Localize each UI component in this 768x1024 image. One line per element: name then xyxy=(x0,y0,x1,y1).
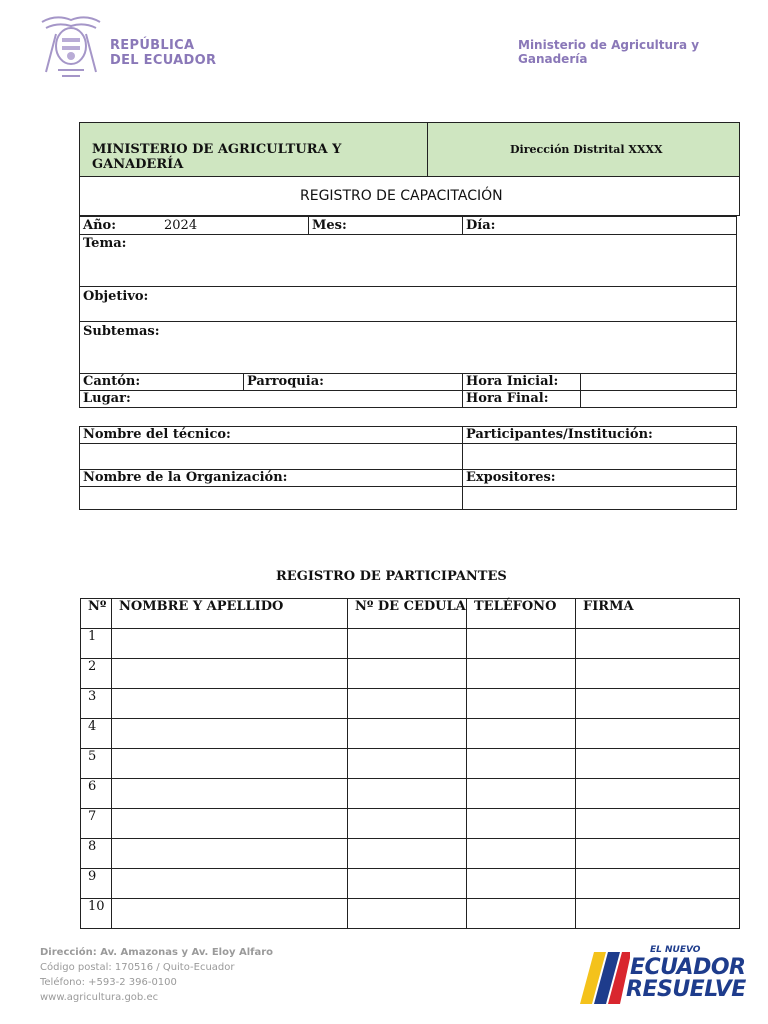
col-number-header: Nº xyxy=(88,599,107,614)
organization-label: Nombre de la Organización: xyxy=(83,470,288,485)
row-number: 10 xyxy=(88,899,105,914)
footer-phone: Teléfono: +593-2 396-0100 xyxy=(40,977,177,988)
table-row-cell xyxy=(347,718,467,749)
table-row-cell xyxy=(347,808,467,839)
table-row-cell xyxy=(111,658,348,689)
form-title: REGISTRO DE CAPACITACIÓN xyxy=(300,188,503,204)
slogan-mid: ECUADOR xyxy=(630,955,746,980)
participants-institution-label: Participantes/Institución: xyxy=(466,427,653,442)
ministry-brand: Ministerio de Agricultura y Ganadería xyxy=(518,38,700,66)
table-row-cell xyxy=(347,748,467,779)
row-number: 6 xyxy=(88,779,97,794)
canton-cell xyxy=(79,373,244,391)
technician-label: Nombre del técnico: xyxy=(83,427,231,442)
table-header-cell xyxy=(466,598,576,629)
table-row-cell xyxy=(575,748,740,779)
table-row-cell xyxy=(347,868,467,899)
table-row-cell xyxy=(466,778,576,809)
table-row-cell xyxy=(111,688,348,719)
table-row-cell xyxy=(575,868,740,899)
participants-title: REGISTRO DE PARTICIPANTES xyxy=(276,569,507,584)
subtopics-cell xyxy=(79,321,737,374)
year-cell xyxy=(79,216,309,235)
republic-logo-line1: REPÚBLICA xyxy=(110,38,195,53)
parish-cell xyxy=(243,373,463,391)
ministry-name: MINISTERIO DE AGRICULTURA Y GANADERÍA xyxy=(92,142,342,172)
table-row-cell xyxy=(111,748,348,779)
slogan-bottom: RESUELVE xyxy=(626,977,746,1002)
table-row-number-cell xyxy=(80,778,112,809)
row-number: 2 xyxy=(88,659,97,674)
table-row-cell xyxy=(347,658,467,689)
parish-label: Parroquia: xyxy=(247,374,324,389)
canton-label: Cantón: xyxy=(83,374,141,389)
month-cell xyxy=(308,216,463,235)
col-id-header: Nº DE CEDULA xyxy=(355,599,466,614)
technician-label-cell xyxy=(79,426,463,444)
row-number: 3 xyxy=(88,689,97,704)
table-row-cell xyxy=(466,868,576,899)
footer-postal: Código postal: 170516 / Quito-Ecuador xyxy=(40,962,235,973)
table-row-number-cell xyxy=(80,838,112,869)
place-cell xyxy=(79,390,463,408)
table-row-cell xyxy=(111,718,348,749)
col-signature-header: FIRMA xyxy=(583,599,634,614)
place-label: Lugar: xyxy=(83,391,131,406)
col-name-header: NOMBRE Y APELLIDO xyxy=(119,599,284,614)
direction-cell xyxy=(427,122,740,177)
table-row-cell xyxy=(466,748,576,779)
row-number: 7 xyxy=(88,809,97,824)
row-number: 4 xyxy=(88,719,97,734)
ministry-name-cell xyxy=(79,122,428,177)
table-row-cell xyxy=(111,898,348,929)
objective-label: Objetivo: xyxy=(83,289,149,304)
table-row-cell xyxy=(466,628,576,659)
year-label: Año: xyxy=(83,218,117,233)
table-row-cell xyxy=(347,898,467,929)
table-row-cell xyxy=(466,658,576,689)
table-row-number-cell xyxy=(80,898,112,929)
table-header-cell xyxy=(111,598,348,629)
speakers-label: Expositores: xyxy=(466,470,556,485)
table-header-cell xyxy=(575,598,740,629)
table-row-number-cell xyxy=(80,808,112,839)
table-row-number-cell xyxy=(80,658,112,689)
table-row-cell xyxy=(347,778,467,809)
footer-web: www.agricultura.gob.ec xyxy=(40,992,159,1003)
table-row-cell xyxy=(575,898,740,929)
table-row-cell xyxy=(575,808,740,839)
col-phone-header: TELÉFONO xyxy=(474,599,557,614)
republic-logo-line2: DEL ECUADOR xyxy=(110,53,217,68)
table-row-cell xyxy=(575,778,740,809)
table-row-cell xyxy=(575,658,740,689)
table-row-cell xyxy=(111,628,348,659)
table-row-cell xyxy=(347,628,467,659)
table-row-cell xyxy=(111,838,348,869)
end-time-value-cell xyxy=(580,390,737,408)
table-row-number-cell xyxy=(80,628,112,659)
year-value: 2024 xyxy=(164,218,198,233)
table-row-number-cell xyxy=(80,868,112,899)
form-title-cell xyxy=(79,176,740,216)
speakers-label-cell xyxy=(462,469,737,487)
table-row-cell xyxy=(347,838,467,869)
start-time-label: Hora Inicial: xyxy=(466,374,559,389)
table-row-cell xyxy=(111,778,348,809)
table-header-cell xyxy=(347,598,467,629)
row-number: 1 xyxy=(88,629,97,644)
table-row-number-cell xyxy=(80,688,112,719)
row-number: 5 xyxy=(88,749,97,764)
table-row-cell xyxy=(111,808,348,839)
participants-label-cell xyxy=(462,426,737,444)
ecuador-stripes-icon xyxy=(580,952,630,1004)
table-row-cell xyxy=(466,718,576,749)
row-number: 8 xyxy=(88,839,97,854)
start-time-value-cell xyxy=(580,373,737,391)
topic-cell xyxy=(79,234,737,287)
direction-name: Dirección Distrital XXXX xyxy=(510,143,663,156)
speakers-value-cell xyxy=(462,486,737,510)
technician-value-cell xyxy=(79,443,463,470)
table-row-cell xyxy=(466,898,576,929)
subtopics-label: Subtemas: xyxy=(83,324,160,339)
table-header-cell xyxy=(80,598,112,629)
table-row-number-cell xyxy=(80,718,112,749)
objective-cell xyxy=(79,286,737,322)
table-row-cell xyxy=(111,868,348,899)
table-row-cell xyxy=(466,838,576,869)
table-row-number-cell xyxy=(80,748,112,779)
table-row-cell xyxy=(466,808,576,839)
table-row-cell xyxy=(575,628,740,659)
ecuador-coat-of-arms-icon xyxy=(38,12,104,80)
topic-label: Tema: xyxy=(83,236,127,251)
footer-address: Dirección: Av. Amazonas y Av. Eloy Alfaro xyxy=(40,947,274,958)
row-number: 9 xyxy=(88,869,97,884)
month-label: Mes: xyxy=(312,218,347,233)
end-time-cell xyxy=(462,390,581,408)
end-time-label: Hora Final: xyxy=(466,391,549,406)
table-row-cell xyxy=(575,718,740,749)
slogan-top: EL NUEVO xyxy=(650,945,701,955)
table-row-cell xyxy=(575,838,740,869)
day-cell xyxy=(462,216,737,235)
table-row-cell xyxy=(466,688,576,719)
participants-value-cell xyxy=(462,443,737,470)
table-row-cell xyxy=(575,688,740,719)
organization-label-cell xyxy=(79,469,463,487)
organization-value-cell xyxy=(79,486,463,510)
start-time-cell xyxy=(462,373,581,391)
day-label: Día: xyxy=(466,218,496,233)
table-row-cell xyxy=(347,688,467,719)
